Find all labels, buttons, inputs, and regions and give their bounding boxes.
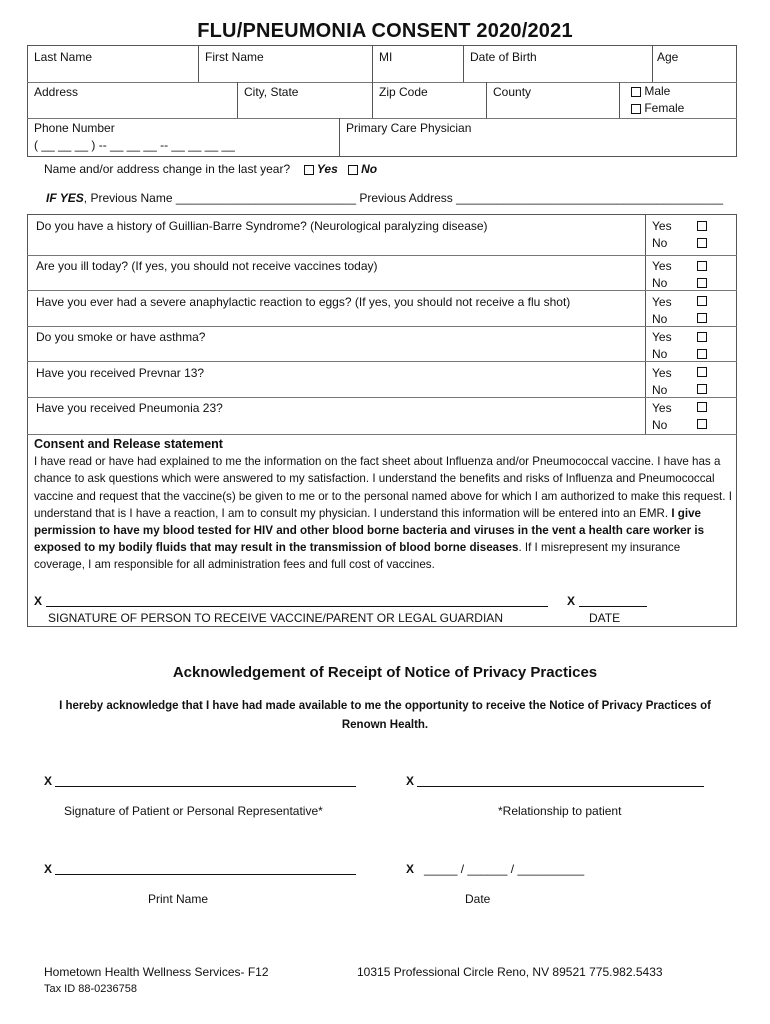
question-prevnar: Have you received Prevnar 13? [36, 366, 205, 380]
q3-no-checkbox[interactable] [697, 313, 707, 323]
ack-title: Acknowledgement of Receipt of Notice of Privacy Practices [172, 664, 598, 681]
q5-yes-checkbox[interactable] [697, 367, 707, 377]
zip-field[interactable]: Zip Code [379, 85, 428, 99]
patient-signature-line[interactable] [55, 786, 356, 787]
previous-address-field[interactable]: Previous Address ________________________________________ [359, 191, 724, 205]
q2-yes-checkbox[interactable] [697, 261, 707, 271]
print-name-label: Print Name [148, 892, 209, 906]
ack-date-label: Date [465, 892, 491, 906]
relationship-label: *Relationship to patient [498, 804, 622, 818]
female-option[interactable]: Female [631, 101, 684, 115]
phone-field[interactable]: ( __ __ __ ) -- __ __ __ -- __ __ __ __ [34, 138, 235, 152]
page-title: FLU/PNEUMONIA CONSENT 2020/2021 [197, 20, 573, 42]
consent-signature-line[interactable] [46, 606, 548, 607]
consent-date-line[interactable] [579, 606, 647, 607]
q4-yes-checkbox[interactable] [697, 332, 707, 342]
ack-text: I hereby acknowledge that I have had made available to me the opportunity to receive the Notice of Privacy Practices of Renown Health. [59, 700, 711, 731]
relationship-line[interactable] [417, 786, 704, 787]
consent-heading: Consent and Release statement [34, 437, 223, 451]
q6-yes-checkbox[interactable] [697, 402, 707, 412]
change-yes-checkbox[interactable] [304, 165, 314, 175]
pcp-field[interactable]: Primary Care Physician [346, 121, 472, 135]
county-field[interactable]: County [493, 85, 532, 99]
first-name-field[interactable]: First Name [205, 50, 264, 64]
patient-signature-label: Signature of Patient or Personal Representative* [64, 804, 323, 818]
q5-no-checkbox[interactable] [697, 384, 707, 394]
male-option[interactable]: Male [631, 84, 670, 98]
male-checkbox[interactable] [631, 87, 641, 97]
q4-no-checkbox[interactable] [697, 349, 707, 359]
footer-address: 10315 Professional Circle Reno, NV 89521 775.982.5433 [357, 965, 663, 979]
q2-no-checkbox[interactable] [697, 278, 707, 288]
previous-name-field[interactable]: , Previous Name ___________________________ [83, 191, 357, 205]
mi-field[interactable]: MI [379, 50, 393, 64]
consent-date-label: DATE [589, 611, 621, 625]
q1-yes-checkbox[interactable] [697, 221, 707, 231]
age-field[interactable]: Age [657, 50, 679, 64]
if-yes-line: IF YES, Previous Name ___________________________ Previous Address ________________________________________ [46, 191, 724, 205]
change-question: Name and/or address change in the last year? Yes No [44, 162, 378, 176]
q1-no-checkbox[interactable] [697, 238, 707, 248]
phone-label: Phone Number [34, 121, 115, 135]
question-egg-reaction: Have you ever had a severe anaphylactic reaction to eggs? (If yes, you should not receive a flu shot) [36, 295, 571, 309]
consent-signature-label: SIGNATURE OF PERSON TO RECEIVE VACCINE/PARENT OR LEGAL GUARDIAN [48, 611, 503, 625]
dob-field[interactable]: Date of Birth [470, 50, 537, 64]
ack-date-field[interactable]: X _____ / ______ / __________ [406, 862, 585, 876]
consent-section [34, 436, 734, 574]
address-field[interactable]: Address [34, 85, 79, 99]
question-pneumonia-23: Have you received Pneumonia 23? [36, 401, 223, 415]
q3-yes-checkbox[interactable] [697, 296, 707, 306]
print-name-line[interactable] [55, 874, 356, 875]
question-ill-today: Are you ill today? (If yes, you should not receive vaccines today) [36, 259, 378, 273]
footer-tax-id: Tax ID 88-0236758 [44, 983, 137, 995]
female-checkbox[interactable] [631, 104, 641, 114]
change-no-checkbox[interactable] [348, 165, 358, 175]
q6-no-checkbox[interactable] [697, 419, 707, 429]
footer-org: Hometown Health Wellness Services- F12 [44, 965, 269, 979]
consent-text: I have read or have had explained to me the information on the fact sheet about Influenza and/or Pneumococcal vaccine. I have has a chance to ask questions which were answered to my satisfaction. I understand the benefits and risks of Influenza and Pneumococcal vaccine and request that the vaccine(s) be given to me or to the personal named above for which I am authorized to make this request. I understand that is I have a reaction, I am to consult my physician. I understand this information will be entered into an EMR. I give permission to have my blood tested for HIV and other blood borne bacteria and viruses in the vent a health care worker is exposed to my bodily fluids that may result in the transmission of blood borne diseases. If I misrepresent my insurance coverage, I am responsible for all administration fees and full cost of vaccines. [34, 455, 732, 572]
question-guillain-barre: Do you have a history of Guillian-Barre Syndrome? (Neurological paralyzing disease) [36, 219, 488, 233]
last-name-field[interactable]: Last Name [34, 50, 93, 64]
city-state-field[interactable]: City, State [244, 85, 299, 99]
question-smoke-asthma: Do you smoke or have asthma? [36, 330, 206, 344]
